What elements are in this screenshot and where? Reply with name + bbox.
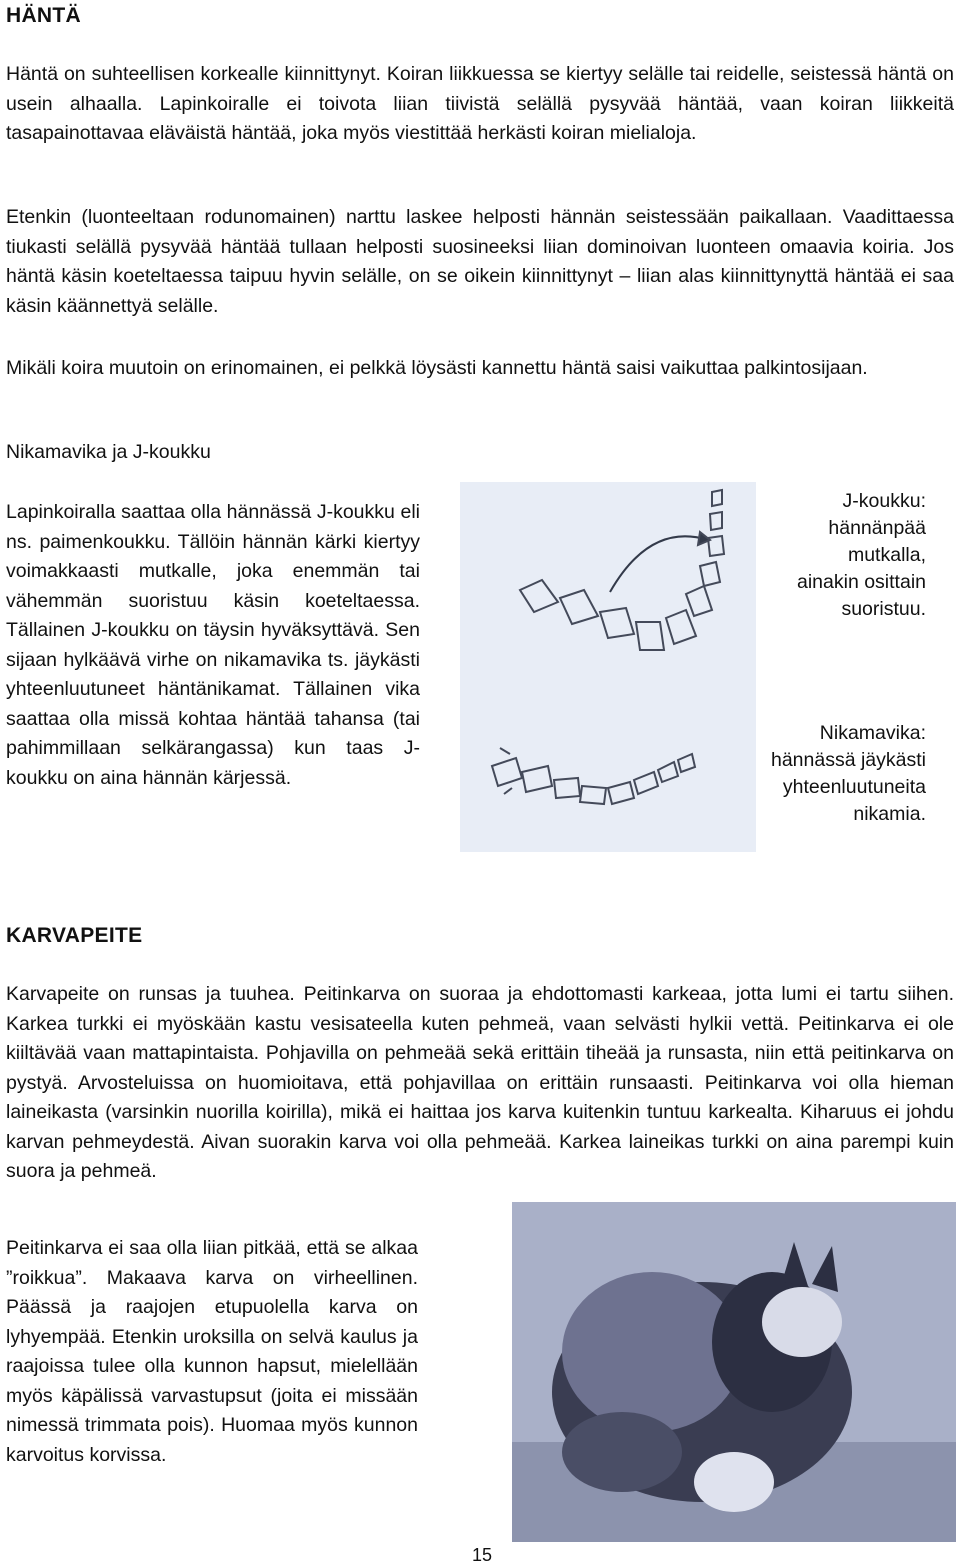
vertebra-fault <box>658 762 678 782</box>
vertebra-fault <box>608 782 634 804</box>
coat-paragraph-1: Karvapeite on runsas ja tuuhea. Peitinkarva on suoraa ja ehdottomasti karkeaa, jotta lumi ei tartu siihen. Karkea turkki ei myöskään kastu vesisateella kuten pehmeä, vaan selvästi hylkii vettä. Peitinkarva ei ole kiiltävää vaan mattapintaista. Pohjavilla on pehmeää sekä erittäin tiheää ja runsasta, niin että peitinkarva on pystyä. Arvosteluissa on huomioitava, että pohjavillaa on erittäin runsaasti. Peitinkarva voi olla hieman laineikasta (varsinkin nuorilla koirilla), mikä ei haittaa jos karva kuitenkin tuntuu karkealta. Kiharuus ei johdu karvan pehmeydestä. Aivan suorakin karva voi olla pehmeää. Karkea laineikas turkki on aina parempi kuin suora ja pehmeä. <box>6 983 954 1182</box>
j-hook-vertebra <box>636 622 664 650</box>
j-hook-vertebra <box>520 580 558 612</box>
vertebra-fault <box>678 754 695 772</box>
vertebra-fault <box>492 758 522 786</box>
vertebra-fault <box>554 778 580 798</box>
j-hook-vertebra <box>710 512 722 530</box>
tail-base-lines <box>500 748 512 794</box>
page-number: 15 <box>472 1545 493 1565</box>
j-hook-vertebra <box>700 562 720 586</box>
j-hook-vertebra <box>712 490 722 506</box>
tail-paragraph-1: Häntä on suhteellisen korkealle kiinnittynyt. Koiran liikkuessa se kiertyy selälle tai reidelle, seistessä häntä on usein alhaalla. Lapinkoiralle ei toivota liian tiivistä selällä pysyvää häntää, vaan koiran liikkeitä tasapainottavaa eläväistä häntää, joka myös viestittää herkästi koiran mielialoja. <box>6 63 954 144</box>
j-hook-vertebra <box>600 608 634 638</box>
vertebra-fault <box>522 766 552 792</box>
dog-illustration <box>512 1202 956 1542</box>
tail-heading: HÄNTÄ <box>6 4 81 27</box>
j-hook-vertebra <box>686 586 712 616</box>
j-hook-vertebra <box>666 610 696 644</box>
vertebra-fault-caption: Nikamavika: hännässä jäykästi yhteenluutuneita nikamia. <box>770 722 926 825</box>
j-hook-vertebra <box>560 590 598 624</box>
tail-paragraph-3: Mikäli koira muutoin on erinomainen, ei pelkkä löysästi kannettu häntä saisi vaikuttaa palkintosijaan. <box>6 357 868 379</box>
tail-paragraph-2: Etenkin (luonteeltaan rodunomainen) narttu laskee helposti hännän seistessään paikallaan. Vaadittaessa tiukasti selällä pysyvää häntää tullaan helposti suosineeksi liian dominoivan luonteen omaavia koiria. Jos häntä käsin koeteltaessa taipuu hyvin selälle, on se oikein kiinnittynyt – liian alas kiinnittynyttä häntää ei saa käsin käännettyä selälle. <box>6 206 954 317</box>
j-hook-vertebra <box>708 536 724 556</box>
curve-arrow <box>610 536 708 592</box>
j-hook-paragraph: Lapinkoiralla saattaa olla hännässä J-koukku eli ns. paimenkoukku. Tällöin hännän kärki kiertyy voimakkaasti mutkalle, joka enemmän tai vähemmän suoristuu käsin koeteltaessa. Tällainen J-koukku on täysin hyväksyttävä. Sen sijaan hylkäävä virhe on nikamavika ts. jäykästi yhteenluutuneet häntänikamat. Tällainen vika saattaa olla missä kohtaa häntää tahansa (tai pahimmillaan selkärangassa) kun taas J-koukku on aina hännän kärjessä. <box>6 501 420 789</box>
vertebra-fault <box>634 772 658 794</box>
vertebra-fault <box>580 786 606 804</box>
tail-illustration <box>460 482 756 852</box>
coat-paragraph-2: Peitinkarva ei saa olla liian pitkää, että se alkaa ”roikkua”. Makaava karva on virheellinen. Päässä ja raajojen etupuolella karva on lyhyempää. Etenkin uroksilla on selvä kaulus ja raajoissa tulee olla kunnon hapsut, mielellään myös käpälissä varvastupsut (joita ei missään nimessä trimmata pois). Huomaa myös kunnon karvoitus korvissa. <box>6 1237 418 1466</box>
tail-subheading: Nikamavika ja J-koukku <box>6 441 211 463</box>
j-hook-caption: J-koukku: hännänpää mutkalla, ainakin osittain suoristuu. <box>797 490 926 620</box>
coat-heading: KARVAPEITE <box>6 924 143 947</box>
tail-diagram <box>460 482 756 852</box>
dog-photo <box>512 1202 956 1542</box>
